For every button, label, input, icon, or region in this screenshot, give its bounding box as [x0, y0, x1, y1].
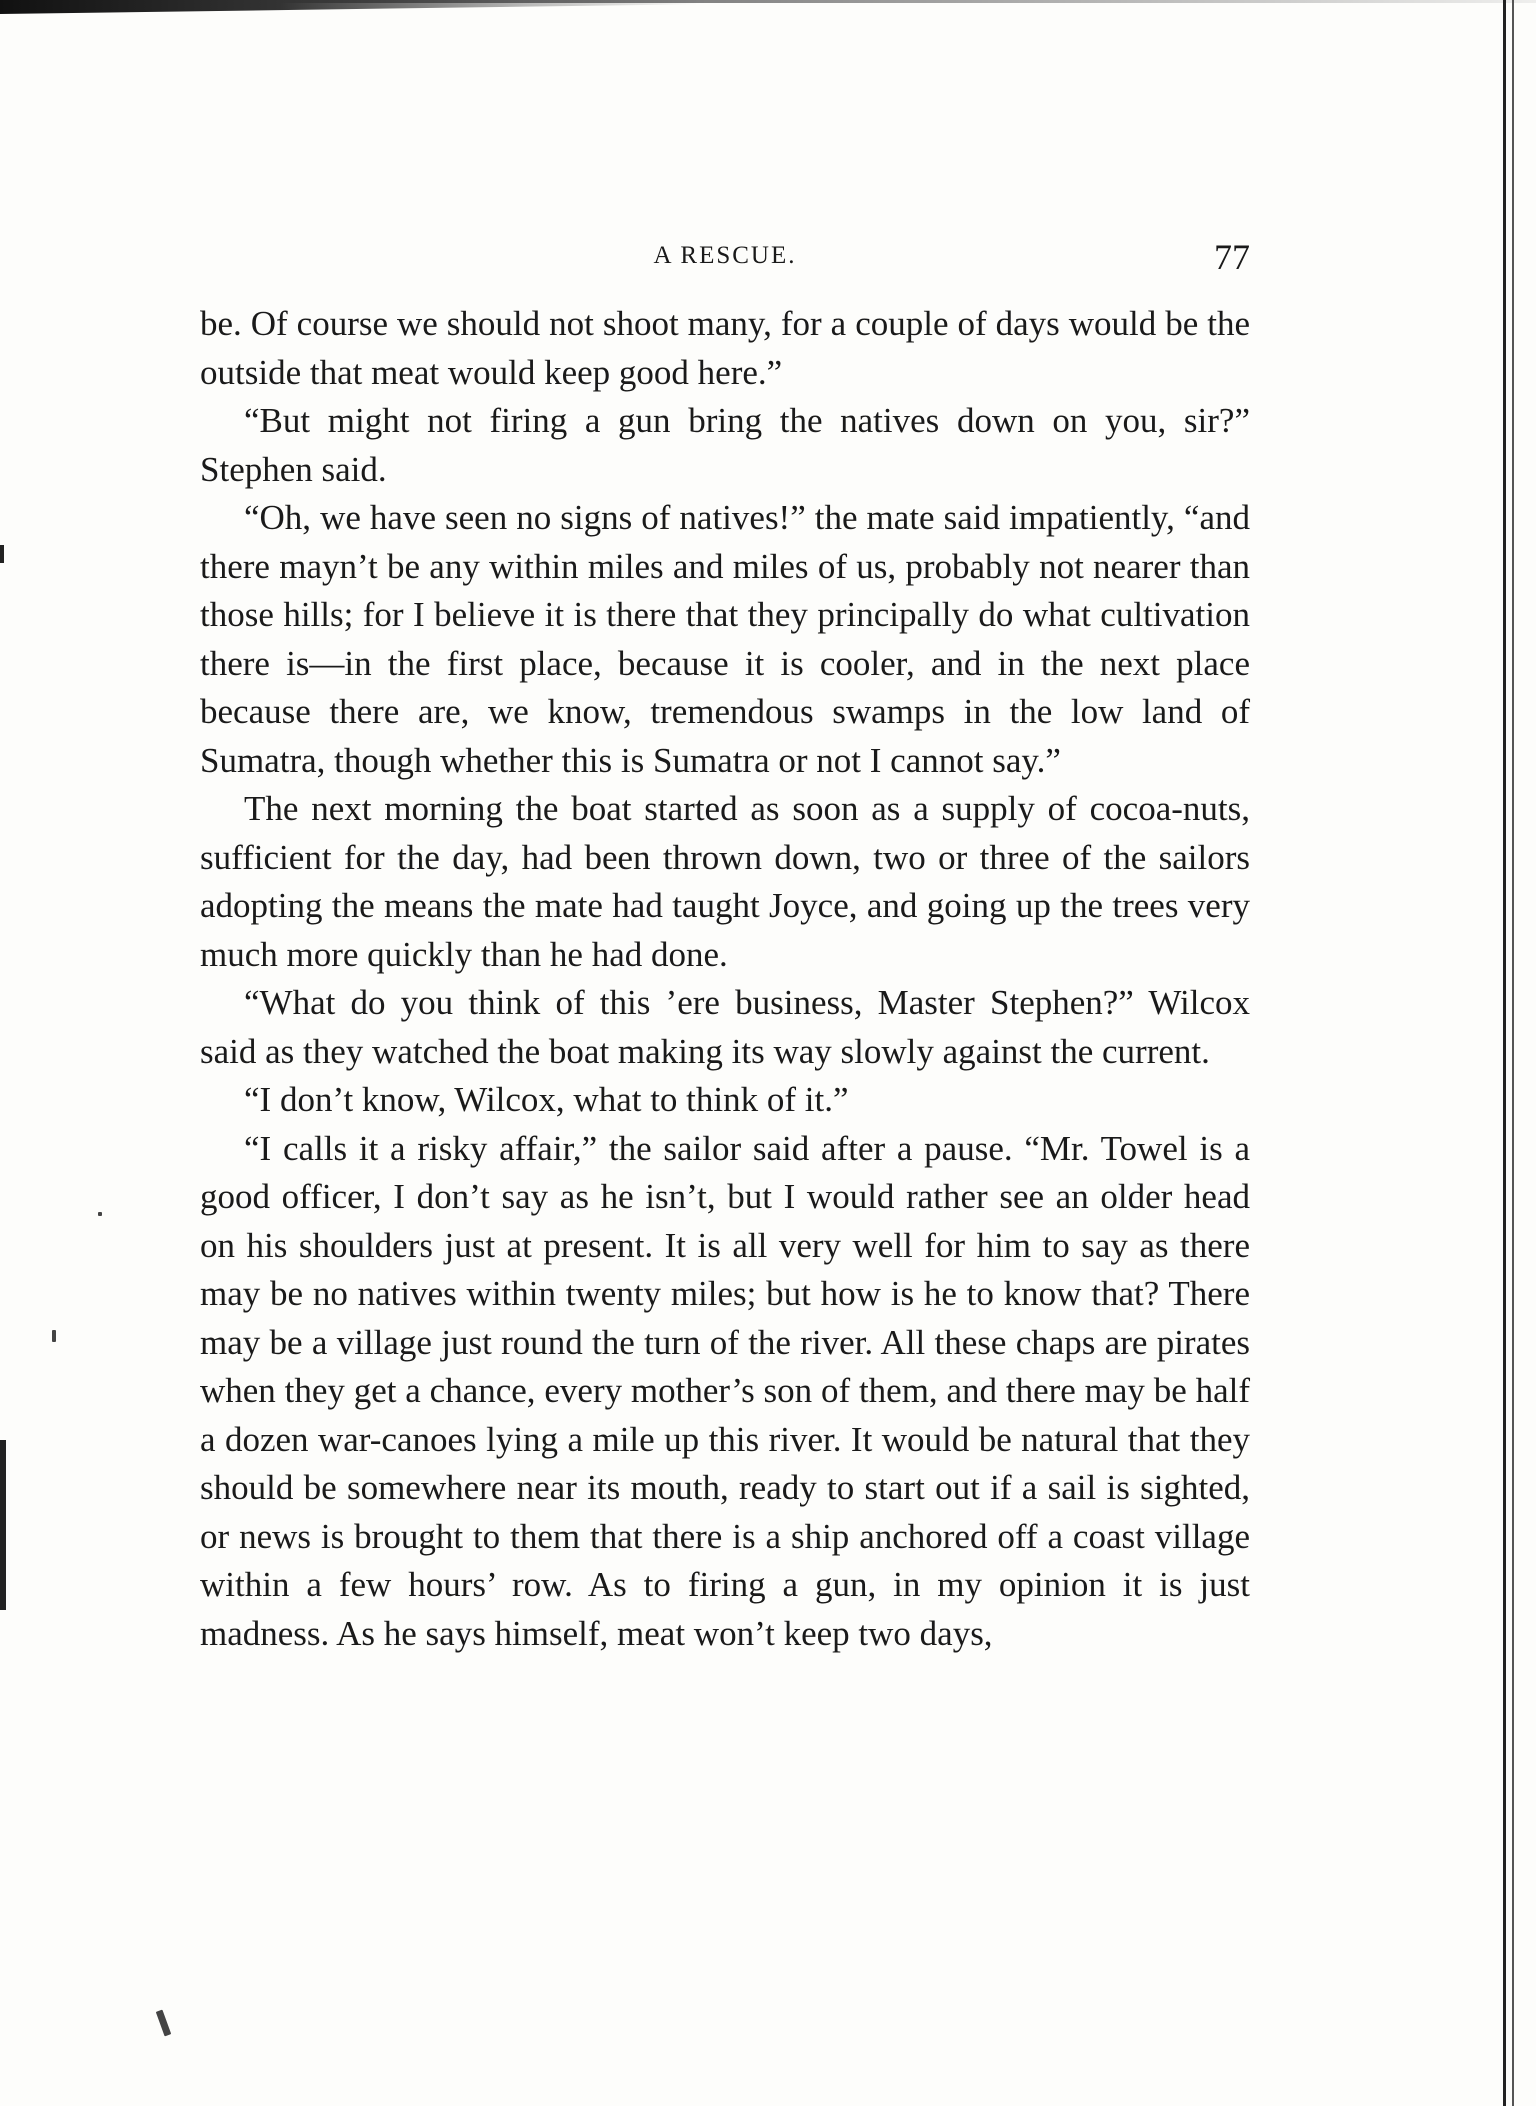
paragraph: “What do you think of this ’ere business, Master Stephen?” Wilcox said as they watched the boat making its way slowly against the current. — [200, 983, 1250, 1071]
scan-right-edge-inner — [1512, 0, 1514, 2106]
paragraph: “I don’t know, Wilcox, what to think of it.” — [244, 1080, 849, 1119]
scan-speck — [52, 1330, 56, 1342]
scan-left-mark — [0, 1440, 6, 1610]
paragraph: “I calls it a risky affair,” the sailor said after a pause. “Mr. Towel is a good officer, I don’t say as he isn’t, but I would rather see an older head on his shoulders just at present. It is all very well for him to say as there may be no natives within twenty miles; but how is he to know that? There may be a village just round the turn of the river. All these chaps are pirates when they get a chance, every mother’s son of them, and there may be half a dozen war-canoes lying a mile up this river. It would be natural that they should be somewhere near its mouth, ready to start out if a sail is sighted, or news is brought to them that there is a ship anchored off a coast village within a few hours’ row. As to firing a gun, in my opinion it is just madness. As he says himself, meat won’t keep two days, — [200, 1128, 1250, 1653]
paragraph: “Oh, we have seen no signs of natives!” the mate said impatiently, “and there mayn’t be any within miles and miles of us, probably not nearer than those hills; for I believe it is there that they principally do what cultivation there is—in the first place, because it is cooler, and in the next place because there are, we know, tremendous swamps in the low land of Sumatra, though whether this is Sumatra or not I cannot say.” — [200, 498, 1250, 780]
paragraph: be. Of course we should not shoot many, for a couple of days would be the outside that meat would keep good here.” — [200, 304, 1250, 392]
scan-speck — [98, 1212, 102, 1216]
body-text — [200, 300, 1250, 1658]
running-head — [200, 236, 1250, 276]
paragraph: The next morning the boat started as soon as a supply of cocoa-nuts, sufficient for the day, had been thrown down, two or three of the sailors adopting the means the mate had taught Joyce, and going up the trees very much more quickly than he had done. — [200, 789, 1250, 974]
scan-corner-shadow — [0, 0, 700, 14]
paragraph: “But might not firing a gun bring the natives down on you, sir?” Stephen said. — [200, 401, 1250, 489]
scan-right-edge — [1503, 0, 1506, 2106]
scan-left-mark-small — [0, 545, 4, 563]
scan-speck — [156, 2010, 171, 2037]
chapter-title: A RESCUE. — [653, 242, 797, 269]
page-number: 77 — [1214, 237, 1250, 277]
